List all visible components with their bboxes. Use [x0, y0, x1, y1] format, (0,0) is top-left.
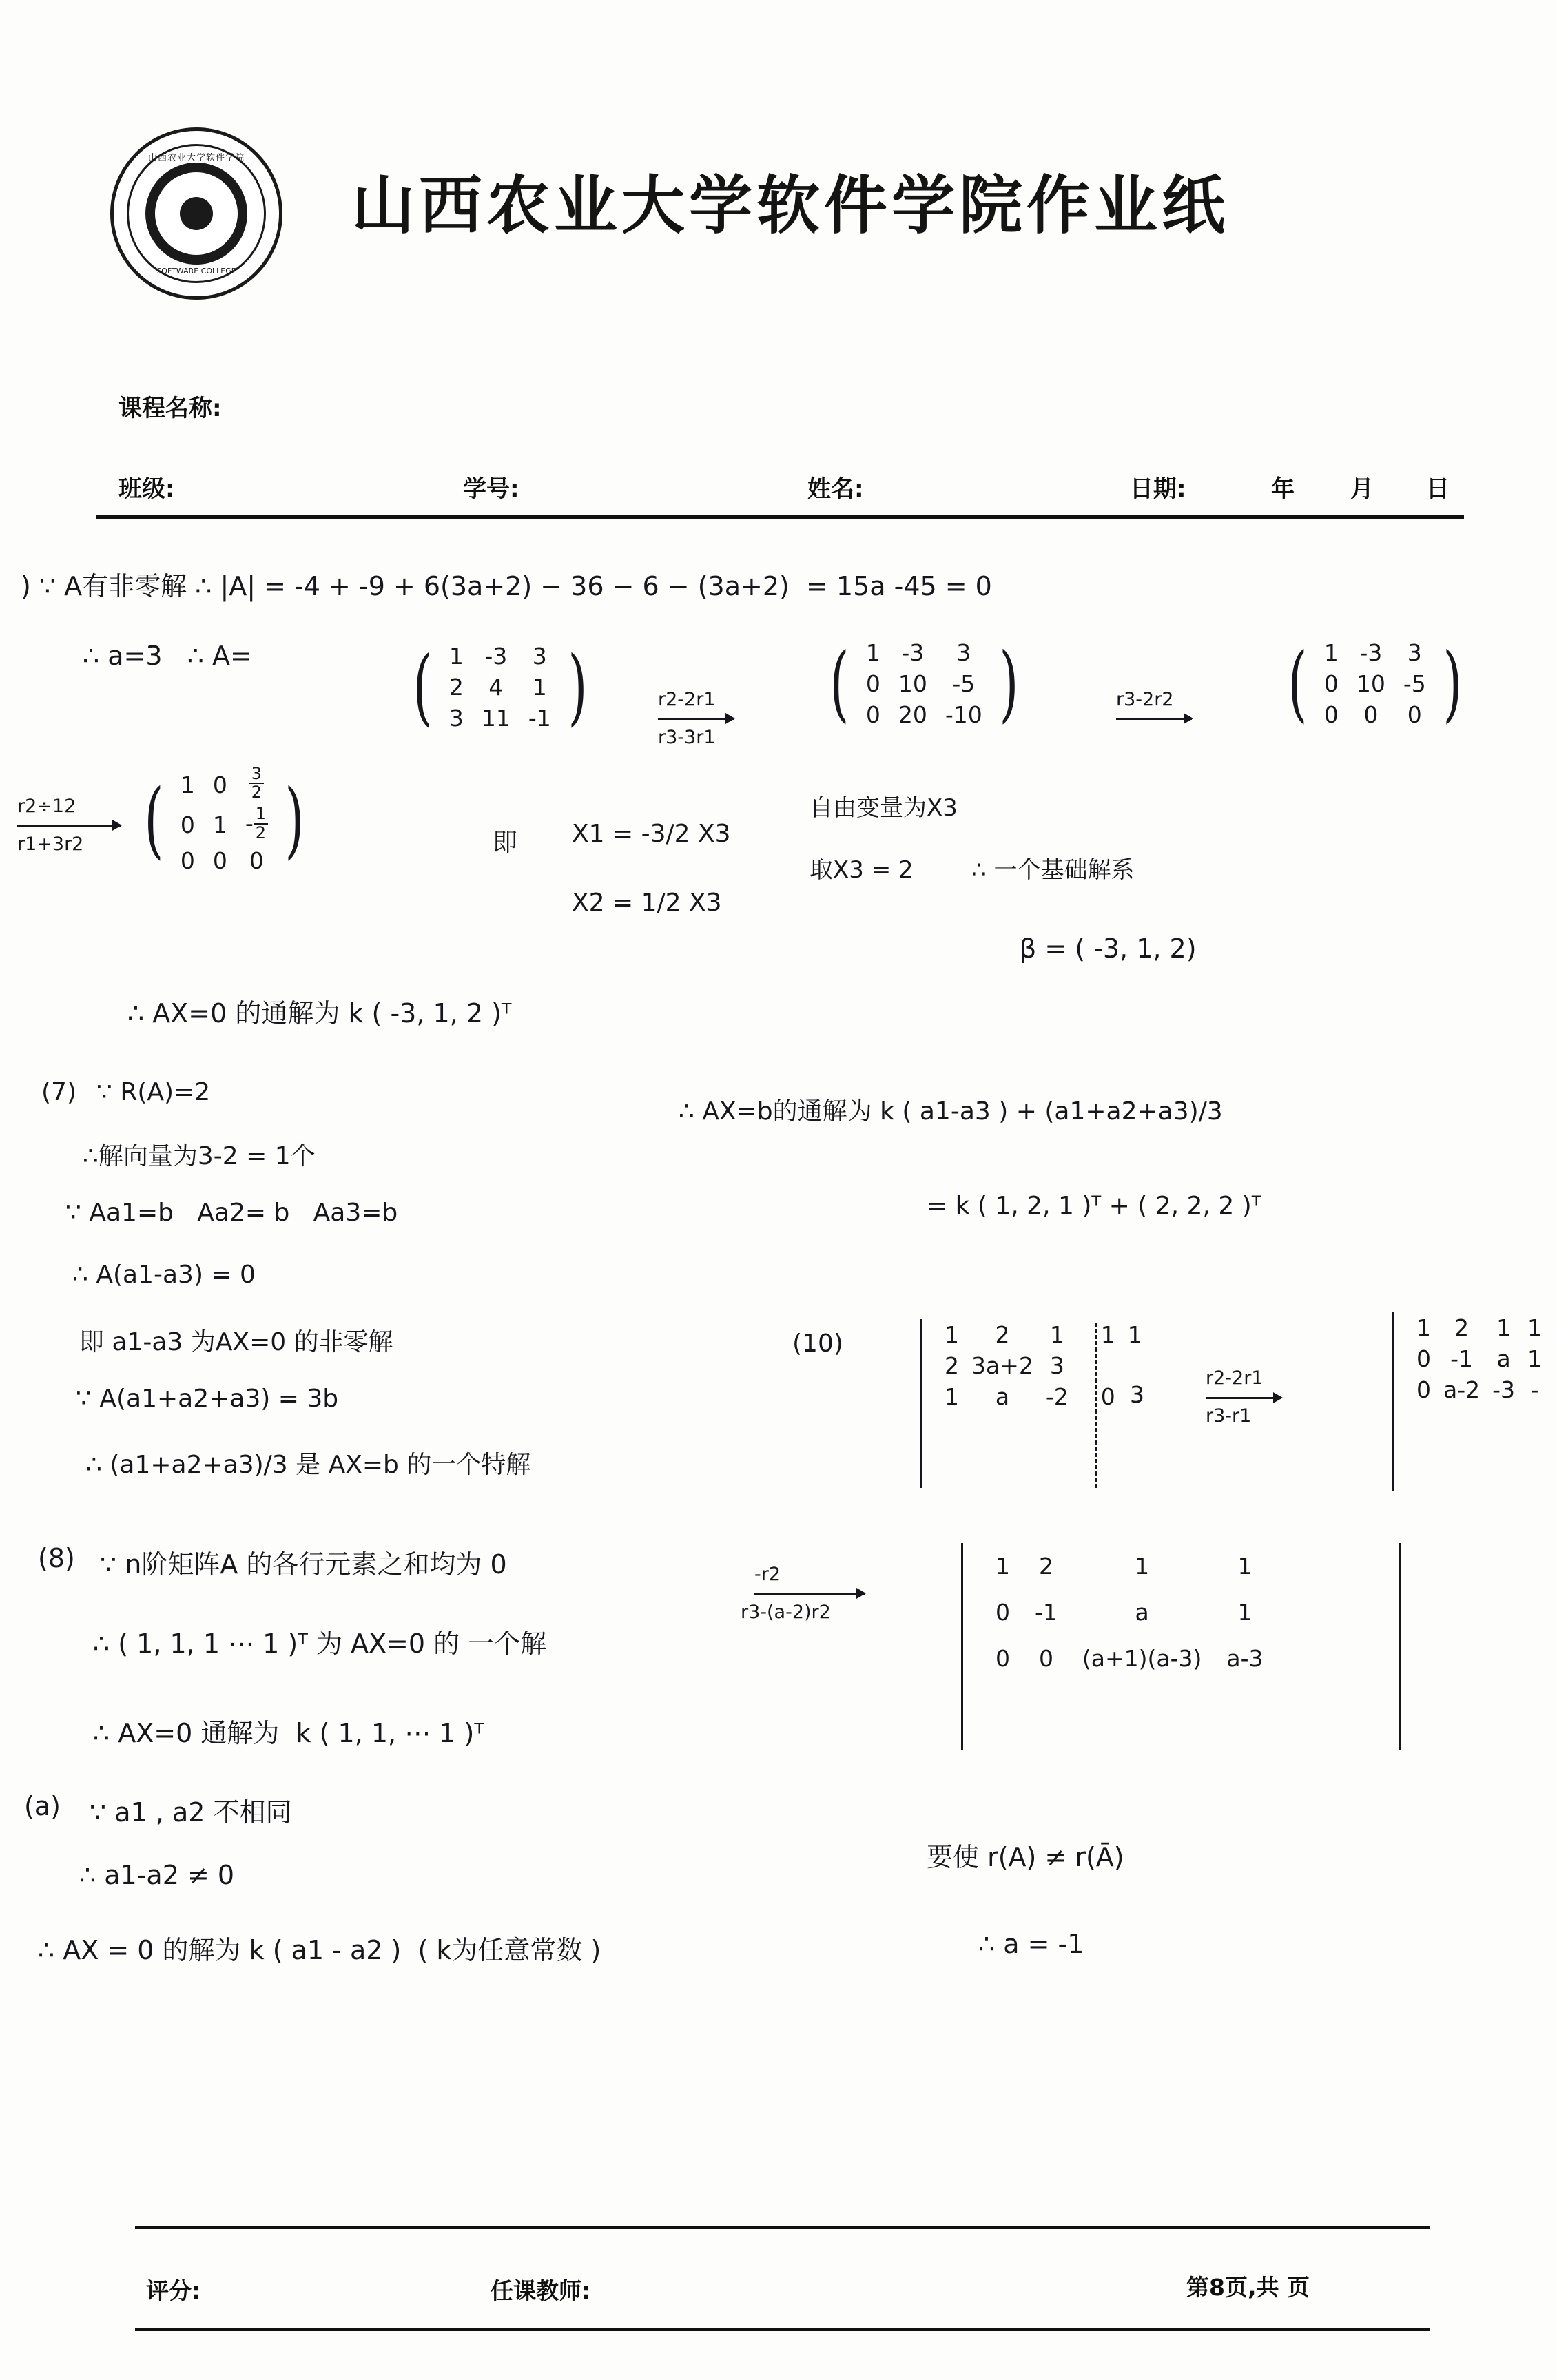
hw-op1-bottom: r3-3r1 [658, 727, 716, 748]
year-label: 年 [1271, 475, 1295, 503]
hw-op3-bottom: r1+3r2 [17, 834, 84, 855]
hw-p6-line1: ) ∵ A有非零解 ∴ |A| = -4 + -9 + 6(3a+2) − 36 − 6 − (3a+2) = 15a -45 = 0 [21, 571, 992, 601]
hw-p10-m2-left-bar [1392, 1312, 1394, 1491]
page-number-label: 第8页,共 页 [1186, 2274, 1310, 2301]
logo-text-top: 山西农业大学软件学院 [147, 153, 245, 163]
hw-p6-beta: β = ( -3, 1, 2) [1020, 933, 1197, 964]
hw-matrix-C: ( 1 -3 3 0 10 -5 0 0 0 ) [1288, 635, 1463, 732]
hw-op2-label: r3-2r2 [1116, 689, 1174, 710]
hw-p10-m1-b2: 3 [1130, 1381, 1144, 1408]
hw-p10-m1-divider [1095, 1323, 1097, 1488]
footer-divider-bottom [135, 2328, 1430, 2331]
month-label: 月 [1350, 475, 1374, 503]
hw-p7-l7: ∴ (a1+a2+a3)/3 是 AX=b 的一个特解 [86, 1451, 531, 1479]
hw-p10-op1-top: r2-2r1 [1206, 1367, 1264, 1389]
hw-p9-l3: ∴ AX = 0 的解为 k ( a1 - a2 ) ( k为任意常数 ) [38, 1935, 601, 1965]
hw-p10-op1-arrow [1206, 1397, 1281, 1399]
hw-p6-eq-x2: X2 = 1/2 X3 [572, 889, 722, 917]
page-title: 山西农业大学软件学院作业纸 [351, 169, 1230, 242]
hw-p10-op1-bottom: r3-r1 [1206, 1405, 1252, 1427]
hw-matrix-A: ( 1 -3 3 2 4 1 3 11 -1 ) [413, 639, 588, 735]
hw-p8-l2: ∴ ( 1, 1, 1 ⋯ 1 )ᵀ 为 AX=0 的 一个解 [93, 1628, 547, 1659]
hw-op3-arrow [17, 825, 121, 827]
hw-op3-top: r2÷12 [17, 796, 76, 817]
hw-p7-r1: ∴ AX=b的通解为 k ( a1-a3 ) + (a1+a2+a3)/3 [679, 1097, 1223, 1126]
hw-p6-take-x3: 取X3 = 2 [810, 856, 914, 884]
hw-p8-l3: ∴ AX=0 通解为 k ( 1, 1, ⋯ 1 )ᵀ [93, 1718, 484, 1748]
hw-p6-basis-note: ∴ 一个基础解系 [971, 856, 1135, 884]
score-label: 评分: [146, 2277, 201, 2304]
hw-p6-line2: ∴ a=3 ∴ A= [83, 641, 252, 671]
hw-p9-number: (a) [24, 1791, 61, 1821]
hw-p9-l1: ∵ a1 , a2 不相同 [90, 1797, 292, 1828]
hw-p7-l3: ∵ Aa1=b Aa2= b Aa3=b [65, 1199, 398, 1227]
hw-p7-number: (7) [41, 1078, 76, 1106]
hw-p10-matrix1: 1 2 1 1 1 2 3a+2 3 1 a -2 0 [945, 1321, 1142, 1410]
teacher-label: 任课教师: [491, 2277, 591, 2304]
day-label: 日 [1426, 475, 1450, 503]
hw-p10-matrix2: 1 2 1 1 0 -1 a 1 0 a-2 -3 - [1416, 1314, 1543, 1403]
hw-p10-result: ∴ a = -1 [978, 1929, 1084, 1959]
hw-p10-m3-right-bar [1399, 1543, 1401, 1750]
hw-p6-free-var: 自由变量为X3 [810, 794, 958, 822]
hw-p8-l1: ∵ n阶矩阵A 的各行元素之和均为 0 [100, 1549, 507, 1580]
header-divider [96, 515, 1464, 519]
hw-matrix-D: ( 1 0 $\frac{3}{2}$ 0 1 - $\frac{1}{2}$ 0 0 0 ) [144, 764, 305, 874]
university-logo-icon [110, 127, 282, 300]
student-id-label: 学号: [463, 475, 519, 503]
hw-p7-l5: 即 a1-a3 为AX=0 的非零解 [79, 1328, 393, 1356]
hw-p10-op2-top: -r2 [754, 1564, 781, 1585]
hw-p10-number: (10) [792, 1329, 843, 1358]
hw-p7-l4: ∴ A(a1-a3) = 0 [72, 1261, 256, 1289]
hw-p7-l1: ∵ R(A)=2 [96, 1078, 211, 1106]
hw-p7-l2: ∴解向量为3-2 = 1个 [83, 1142, 316, 1170]
hw-p8-number: (8) [38, 1543, 75, 1573]
hw-p7-r2: = k ( 1, 2, 1 )ᵀ + ( 2, 2, 2 )ᵀ [927, 1192, 1261, 1220]
course-name-label: 课程名称: [118, 395, 222, 422]
hw-p10-condition: 要使 r(A) ≠ r(Ā) [927, 1842, 1124, 1872]
hw-op2-arrow [1116, 718, 1192, 720]
hw-op1-arrow [658, 718, 734, 720]
date-label: 日期: [1130, 475, 1186, 503]
hw-p10-m3-left-bar [961, 1543, 963, 1750]
footer-divider-top [135, 2226, 1430, 2229]
hw-p10-matrix3: 1 2 1 1 0 -1 a 1 0 0 (a+1)(a-3) a-3 [996, 1553, 1264, 1672]
logo-text-bottom: SOFTWARE COLLEGE [156, 267, 236, 276]
hw-p10-op2-bottom: r3-(a-2)r2 [741, 1602, 831, 1623]
hw-p6-ji: 即 [493, 829, 518, 857]
hw-matrix-B: ( 1 -3 3 0 10 -5 0 20 -10 ) [829, 635, 1019, 732]
hw-p10-m1-left-bar [920, 1319, 922, 1488]
class-label: 班级: [118, 475, 175, 503]
page-header [0, 117, 1557, 296]
student-name-label: 姓名: [807, 475, 864, 503]
hw-op1-top: r2-2r1 [658, 689, 716, 710]
hw-p9-l2: ∴ a1-a2 ≠ 0 [79, 1860, 235, 1890]
hw-p10-op2-arrow [754, 1593, 865, 1595]
hw-p6-eq-x1: X1 = -3/2 X3 [572, 820, 731, 848]
hw-p7-l6: ∵ A(a1+a2+a3) = 3b [76, 1385, 339, 1413]
hw-p6-general-solution: ∴ AX=0 的通解为 k ( -3, 1, 2 )ᵀ [127, 998, 512, 1028]
